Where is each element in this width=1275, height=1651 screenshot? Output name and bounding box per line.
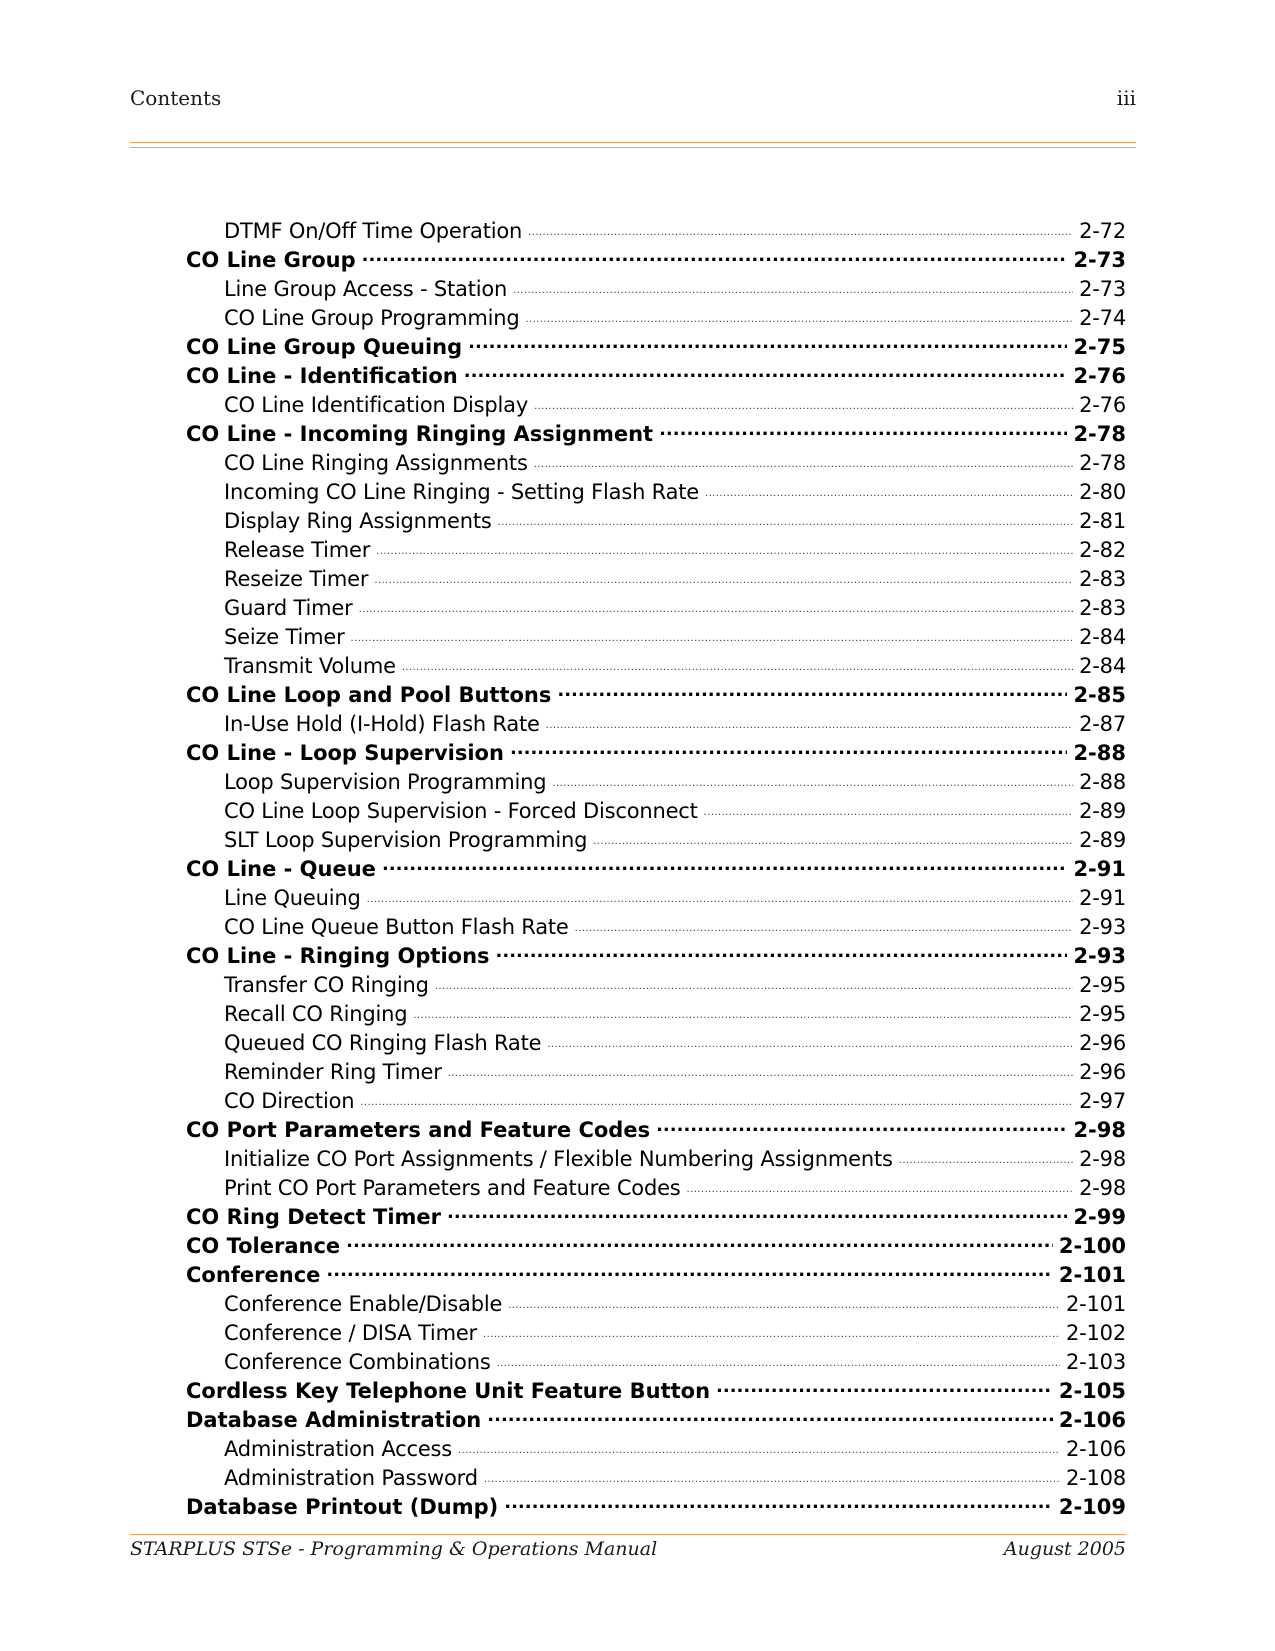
dot-leader	[528, 217, 1073, 238]
toc-entry-page: 2-106	[1058, 1408, 1126, 1432]
dot-leader	[687, 1174, 1074, 1195]
toc-entry-label: Conference / DISA Timer	[224, 1321, 477, 1345]
toc-entry-label: CO Port Parameters and Feature Codes	[186, 1118, 651, 1142]
toc-entry-page: 2-95	[1079, 973, 1126, 997]
toc-entry-page: 2-72	[1079, 219, 1126, 243]
toc-entry-page: 2-108	[1065, 1466, 1126, 1490]
table-of-contents	[186, 217, 1126, 1522]
toc-entry-label: CO Tolerance	[186, 1234, 341, 1258]
toc-entry-page: 2-95	[1079, 1002, 1126, 1026]
toc-entry-page: 2-100	[1058, 1234, 1126, 1258]
toc-entry-page: 2-88	[1073, 741, 1126, 765]
toc-entry-sub[interactable]	[186, 1464, 1126, 1493]
toc-entry-label: Line Group Access - Station	[224, 277, 508, 301]
toc-entry-label: Reseize Timer	[224, 567, 369, 591]
toc-entry-label: Seize Timer	[224, 625, 345, 649]
toc-entry-label: CO Line Group	[186, 248, 356, 272]
toc-entry-label: CO Line Group Queuing	[186, 335, 463, 359]
toc-entry-sub[interactable]	[186, 536, 1126, 565]
dot-leader	[351, 623, 1074, 644]
toc-entry-sub[interactable]	[186, 1290, 1126, 1319]
toc-entry-page: 2-102	[1065, 1321, 1126, 1345]
toc-entry-label: CO Line - Incoming Ringing Assignment	[186, 422, 654, 446]
toc-entry-page: 2-98	[1079, 1176, 1126, 1200]
toc-entry-label: Incoming CO Line Ringing - Setting Flash Rate	[224, 480, 700, 504]
toc-entry-sub[interactable]	[186, 1319, 1126, 1348]
toc-entry-page: 2-101	[1058, 1263, 1126, 1287]
toc-entry-label: Release Timer	[224, 538, 371, 562]
toc-entry-page: 2-96	[1079, 1031, 1126, 1055]
dot-leader	[534, 449, 1073, 470]
toc-entry-page: 2-84	[1079, 654, 1126, 678]
toc-entry-page: 2-89	[1079, 799, 1126, 823]
toc-entry-page: 2-76	[1073, 364, 1126, 388]
toc-entry-page: 2-91	[1079, 886, 1126, 910]
footer-date: August 2005	[1003, 1538, 1126, 1560]
dot-leader	[716, 1377, 1053, 1398]
dot-leader	[362, 246, 1068, 267]
dot-leader	[413, 1000, 1073, 1021]
toc-entry-main[interactable]	[186, 739, 1126, 768]
toc-entry-sub[interactable]	[186, 565, 1126, 594]
dot-leader	[496, 942, 1068, 963]
toc-entry-label: Loop Supervision Programming	[224, 770, 547, 794]
dot-leader	[376, 536, 1073, 557]
toc-entry-page: 2-88	[1079, 770, 1126, 794]
toc-entry-page: 2-73	[1079, 277, 1126, 301]
toc-entry-label: Display Ring Assignments	[224, 509, 492, 533]
dot-leader	[464, 362, 1068, 383]
toc-entry-main[interactable]	[186, 333, 1126, 362]
dot-leader	[547, 1029, 1073, 1050]
toc-entry-sub[interactable]	[186, 797, 1126, 826]
dot-leader	[593, 826, 1073, 847]
toc-entry-page: 2-101	[1065, 1292, 1126, 1316]
toc-entry-main[interactable]	[186, 1406, 1126, 1435]
toc-entry-page: 2-80	[1079, 480, 1126, 504]
toc-entry-main[interactable]	[186, 420, 1126, 449]
toc-entry-main[interactable]	[186, 855, 1126, 884]
dot-leader	[575, 913, 1073, 934]
dot-leader	[447, 1203, 1067, 1224]
toc-entry-main[interactable]	[186, 362, 1126, 391]
toc-entry-label: Guard Timer	[224, 596, 353, 620]
toc-entry-page: 2-98	[1079, 1147, 1126, 1171]
toc-entry-page: 2-93	[1079, 915, 1126, 939]
toc-entry-page: 2-96	[1079, 1060, 1126, 1084]
toc-entry-label: CO Direction	[224, 1089, 355, 1113]
dot-leader	[448, 1058, 1073, 1079]
toc-entry-sub[interactable]	[186, 623, 1126, 652]
dot-leader	[659, 420, 1067, 441]
toc-entry-label: Conference Enable/Disable	[224, 1292, 503, 1316]
dot-leader	[367, 884, 1074, 905]
toc-entry-main[interactable]	[186, 942, 1126, 971]
toc-entry-page: 2-89	[1079, 828, 1126, 852]
toc-entry-sub[interactable]	[186, 1145, 1126, 1174]
dot-leader	[546, 710, 1073, 731]
toc-entry-label: Cordless Key Telephone Unit Feature Button	[186, 1379, 711, 1403]
dot-leader	[704, 797, 1073, 818]
dot-leader	[504, 1493, 1053, 1514]
toc-entry-page: 2-98	[1073, 1118, 1126, 1142]
toc-entry-sub[interactable]	[186, 478, 1126, 507]
toc-entry-page: 2-78	[1079, 451, 1126, 475]
toc-entry-page: 2-91	[1073, 857, 1126, 881]
page-footer	[130, 1538, 1126, 1568]
toc-entry-label: CO Line Loop and Pool Buttons	[186, 683, 552, 707]
toc-entry-sub[interactable]	[186, 1058, 1126, 1087]
toc-entry-sub[interactable]	[186, 391, 1126, 420]
toc-entry-label: Reminder Ring Timer	[224, 1060, 442, 1084]
dot-leader	[435, 971, 1073, 992]
toc-entry-sub[interactable]	[186, 1087, 1126, 1116]
toc-entry-sub[interactable]	[186, 304, 1126, 333]
toc-entry-page: 2-83	[1079, 596, 1126, 620]
dot-leader	[359, 594, 1074, 615]
dot-leader	[497, 1348, 1060, 1369]
dot-leader	[534, 391, 1073, 412]
toc-entry-label: Administration Access	[224, 1437, 453, 1461]
toc-entry-label: CO Line Queue Button Flash Rate	[224, 915, 569, 939]
toc-entry-main[interactable]	[186, 681, 1126, 710]
dot-leader	[374, 565, 1073, 586]
toc-entry-main[interactable]	[186, 1232, 1126, 1261]
toc-entry-page: 2-106	[1065, 1437, 1126, 1461]
toc-entry-label: CO Line - Queue	[186, 857, 376, 881]
toc-entry-label: CO Line Identification Display	[224, 393, 529, 417]
toc-entry-page: 2-82	[1079, 538, 1126, 562]
toc-entry-label: Print CO Port Parameters and Feature Codes	[224, 1176, 681, 1200]
toc-entry-main[interactable]	[186, 1203, 1126, 1232]
dot-leader	[487, 1406, 1053, 1427]
toc-entry-sub[interactable]	[186, 1000, 1126, 1029]
toc-entry-page: 2-73	[1073, 248, 1126, 272]
toc-entry-main[interactable]	[186, 1493, 1126, 1522]
header-rule-top	[130, 142, 1136, 143]
toc-entry-page: 2-84	[1079, 625, 1126, 649]
toc-entry-sub[interactable]	[186, 275, 1126, 304]
toc-entry-sub[interactable]	[186, 594, 1126, 623]
toc-entry-label: CO Line Loop Supervision - Forced Disconnect	[224, 799, 698, 823]
toc-entry-label: CO Line Group Programming	[224, 306, 520, 330]
toc-entry-page: 2-87	[1079, 712, 1126, 736]
footer-manual-title: STARPLUS STSe - Programming & Operations Manual	[130, 1538, 658, 1560]
toc-entry-page: 2-93	[1073, 944, 1126, 968]
toc-entry-label: Line Queuing	[224, 886, 361, 910]
toc-entry-main[interactable]	[186, 1116, 1126, 1145]
toc-entry-page: 2-105	[1058, 1379, 1126, 1403]
dot-leader	[346, 1232, 1053, 1253]
toc-entry-sub[interactable]	[186, 913, 1126, 942]
toc-entry-label: In-Use Hold (I-Hold) Flash Rate	[224, 712, 540, 736]
toc-entry-page: 2-75	[1073, 335, 1126, 359]
toc-entry-label: Recall CO Ringing	[224, 1002, 408, 1026]
toc-entry-sub[interactable]	[186, 768, 1126, 797]
toc-entry-label: Initialize CO Port Assignments / Flexible Numbering Assignments	[224, 1147, 893, 1171]
dot-leader	[513, 275, 1073, 296]
toc-entry-sub[interactable]	[186, 710, 1126, 739]
toc-entry-page: 2-103	[1065, 1350, 1126, 1374]
toc-entry-page: 2-76	[1079, 393, 1126, 417]
toc-entry-label: CO Line - Ringing Options	[186, 944, 490, 968]
header-page-number: iii	[1116, 86, 1136, 110]
dot-leader	[382, 855, 1068, 876]
toc-entry-label: Database Printout (Dump)	[186, 1495, 499, 1519]
toc-entry-label: CO Ring Detect Timer	[186, 1205, 441, 1229]
dot-leader	[326, 1261, 1052, 1282]
toc-entry-label: CO Line - Identification	[186, 364, 458, 388]
toc-entry-sub[interactable]	[186, 449, 1126, 478]
toc-entry-page: 2-99	[1073, 1205, 1126, 1229]
dot-leader	[656, 1116, 1067, 1137]
dot-leader	[552, 768, 1073, 789]
toc-entry-sub[interactable]	[186, 217, 1126, 246]
toc-entry-label: Transmit Volume	[224, 654, 396, 678]
page-header	[130, 86, 1136, 116]
toc-entry-sub[interactable]	[186, 971, 1126, 1000]
footer-rule	[130, 1534, 1126, 1535]
toc-entry-label: CO Line Ringing Assignments	[224, 451, 528, 475]
toc-entry-main[interactable]	[186, 1377, 1126, 1406]
toc-entry-sub[interactable]	[186, 826, 1126, 855]
dot-leader	[458, 1435, 1060, 1456]
toc-entry-sub[interactable]	[186, 1174, 1126, 1203]
toc-entry-sub[interactable]	[186, 507, 1126, 536]
toc-entry-sub[interactable]	[186, 1435, 1126, 1464]
dot-leader	[483, 1319, 1060, 1340]
toc-entry-sub[interactable]	[186, 652, 1126, 681]
toc-entry-main[interactable]	[186, 246, 1126, 275]
toc-entry-label: Database Administration	[186, 1408, 482, 1432]
dot-leader	[899, 1145, 1073, 1166]
dot-leader	[705, 478, 1073, 499]
toc-entry-label: Administration Password	[224, 1466, 478, 1490]
toc-entry-label: CO Line - Loop Supervision	[186, 741, 504, 765]
toc-entry-page: 2-97	[1079, 1089, 1126, 1113]
toc-entry-page: 2-78	[1073, 422, 1126, 446]
dot-leader	[402, 652, 1073, 673]
toc-entry-page: 2-81	[1079, 509, 1126, 533]
dot-leader	[484, 1464, 1060, 1485]
dot-leader	[508, 1290, 1060, 1311]
toc-entry-page: 2-85	[1073, 683, 1126, 707]
dot-leader	[498, 507, 1074, 528]
header-rule-bottom	[130, 147, 1136, 148]
toc-entry-page: 2-83	[1079, 567, 1126, 591]
toc-entry-label: Queued CO Ringing Flash Rate	[224, 1031, 542, 1055]
toc-entry-label: Transfer CO Ringing	[224, 973, 429, 997]
toc-entry-page: 2-74	[1079, 306, 1126, 330]
toc-entry-sub[interactable]	[186, 884, 1126, 913]
header-section-title: Contents	[130, 86, 222, 110]
dot-leader	[468, 333, 1067, 354]
toc-entry-label: DTMF On/Off Time Operation	[224, 219, 523, 243]
toc-entry-sub[interactable]	[186, 1348, 1126, 1377]
dot-leader	[510, 739, 1068, 760]
dot-leader	[525, 304, 1073, 325]
toc-entry-main[interactable]	[186, 1261, 1126, 1290]
dot-leader	[557, 681, 1067, 702]
toc-entry-label: Conference Combinations	[224, 1350, 491, 1374]
toc-entry-page: 2-109	[1058, 1495, 1126, 1519]
toc-entry-sub[interactable]	[186, 1029, 1126, 1058]
dot-leader	[360, 1087, 1073, 1108]
toc-entry-label: SLT Loop Supervision Programming	[224, 828, 588, 852]
toc-entry-label: Conference	[186, 1263, 321, 1287]
